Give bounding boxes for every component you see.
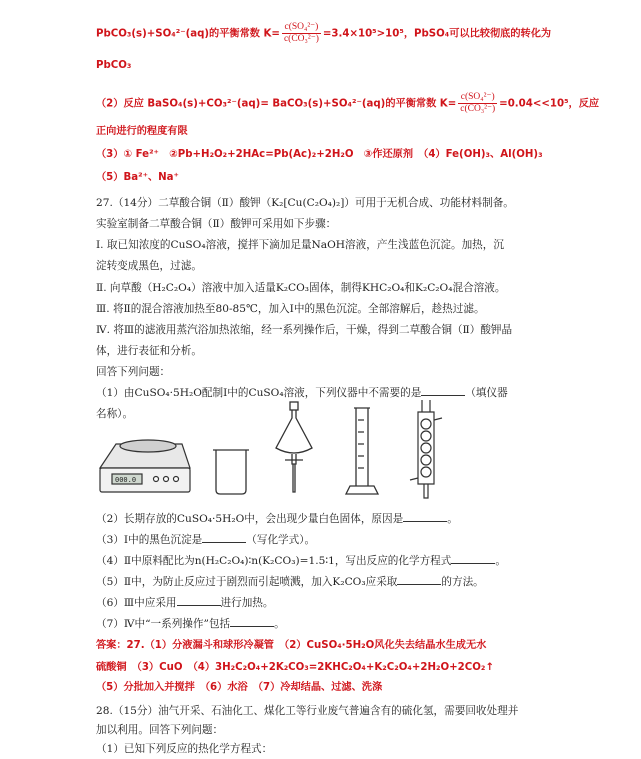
q27-step2: Ⅱ. 向草酸（H₂C₂O₄）溶液中加入适量K₂CO₃固体，制得KHC₂O₄和K₂C₂O₄混合溶液。 (96, 282, 506, 294)
q27-step4a: Ⅳ. 将Ⅲ的滤液用蒸汽浴加热浓缩，经一系列操作后，干燥，得到二草酸合铜（Ⅱ）酸钾晶 (96, 324, 513, 336)
q27-part5: （5）Ⅱ中，为防止反应过于剧烈而引起喷溅，加入K₂CO₃应采取 的方法。 (96, 576, 484, 588)
k-fraction-2: $\frac{\text{c(SO₄²⁻)}}{\text{c(CO₃²⁻)}}$ (460, 92, 496, 114)
balance-display: 000.0 (115, 476, 137, 484)
bulb-condenser-icon (410, 400, 442, 498)
q27-answer-line-2: 硫酸铜 （3）CuO （4）3H₂C₂O₄+2K₂CO₃=2KHC₂O₄+K₂C₂O₄+2H₂O+2CO₂↑ (96, 662, 494, 673)
q28-part1: （1）已知下列反应的热化学方程式： (96, 743, 273, 755)
q27-part3: （3）Ⅰ中的黑色沉淀是 （写化学式）。 (96, 534, 316, 546)
q27-part7: （7）Ⅳ中“一系列操作”包括 。 (96, 618, 285, 630)
answer-line-5: （3）① Fe²⁺ ②Pb+H₂O₂+2HAc=Pb(Ac)₂+2H₂O ③作还原剂 （4）Fe(OH)₃、Al(OH)₃ (96, 149, 543, 160)
q27-part1a: （1）由CuSO₄·5H₂O配制Ⅰ中的CuSO₄溶液，下列仪器中不需要的是 （填仪器 (96, 387, 508, 399)
q27-step1b: 淀转变成黑色，过滤。 (96, 260, 202, 272)
q27-step1a: Ⅰ. 取已知浓度的CuSO₄溶液，搅拌下滴加足量NaOH溶液，产生浅蓝色沉淀。加热，沉 (96, 239, 504, 251)
q27-step4b: 体，进行表征和分析。 (96, 345, 202, 357)
q27-answer-line-3: （5）分批加入并搅拌 （6）水浴 （7）冷却结晶、过滤、洗涤 (96, 682, 383, 693)
q27-part4: （4）Ⅱ中原料配比为n(H₂C₂O₄)∶n(K₂CO₃)=1.5∶1，写出反应的化学方程式 。 (96, 555, 506, 567)
electronic-balance-icon (100, 440, 190, 492)
q28-heading-cont: 加以利用。回答下列问题： (96, 724, 224, 736)
q27-heading: 27.（14分）二草酸合铜（Ⅱ）酸钾（K₂[Cu(C₂O₄)₂]）可用于无机合成、功能材料制备。 (96, 197, 514, 209)
q27-intro: 实验室制备二草酸合铜（Ⅱ）酸钾可采用如下步骤： (96, 218, 337, 230)
answer-line-2: PbCO₃ (96, 60, 132, 71)
q27-ask: 回答下列问题： (96, 366, 171, 378)
k-fraction-1: $\frac{\text{c(SO₄²⁻)}}{\text{c(CO₃²⁻)}}$ (283, 22, 319, 44)
lab-instruments-figure (96, 398, 516, 506)
q27-part2: （2）长期存放的CuSO₄·5H₂O中，会出现少量白色固体，原因是 。 (96, 513, 458, 525)
answer-line-3: （2）反应 BaSO₄(s)+CO₃²⁻(aq)= BaCO₃(s)+SO₄²⁻(aq)的平衡常数 K= $\frac{\text{c(SO₄²⁻)}}{\text{c(CO₃²⁻)}}$ =0.04<<10⁵，反应 (96, 92, 600, 114)
q27-part6: （6）Ⅲ中应采用 进行加热。 (96, 597, 274, 609)
answer-line-1: PbCO₃(s)+SO₄²⁻(aq)的平衡常数 K= $\frac{\text{c(SO₄²⁻)}}{\text{c(CO₃²⁻)}}$ =3.4×10⁵>10⁵，PbSO₄可以比较彻底的转化为 (96, 22, 552, 44)
q27-part1b: 名称）。 (96, 408, 134, 420)
beaker-icon (213, 450, 249, 494)
q27-step3: Ⅲ. 将Ⅱ的混合溶液加热至80-85℃，加入Ⅰ中的黑色沉淀。全部溶解后，趁热过滤。 (96, 303, 485, 315)
answer-line-4: 正向进行的程度有限 (96, 126, 188, 137)
q28-heading: 28.（15分）油气开采、石油化工、煤化工等行业废气普遍含有的硫化氢，需要回收处理并 (96, 705, 519, 717)
answer-line-6: （5）Ba²⁺、Na⁺ (96, 172, 179, 183)
graduated-cylinder-icon (346, 408, 378, 494)
separatory-funnel-icon (276, 402, 312, 492)
q27-answer-line-1: 答案：27.（1）分液漏斗和球形冷凝管 （2）CuSO₄·5H₂O风化失去结晶水生成无水 (96, 640, 487, 651)
